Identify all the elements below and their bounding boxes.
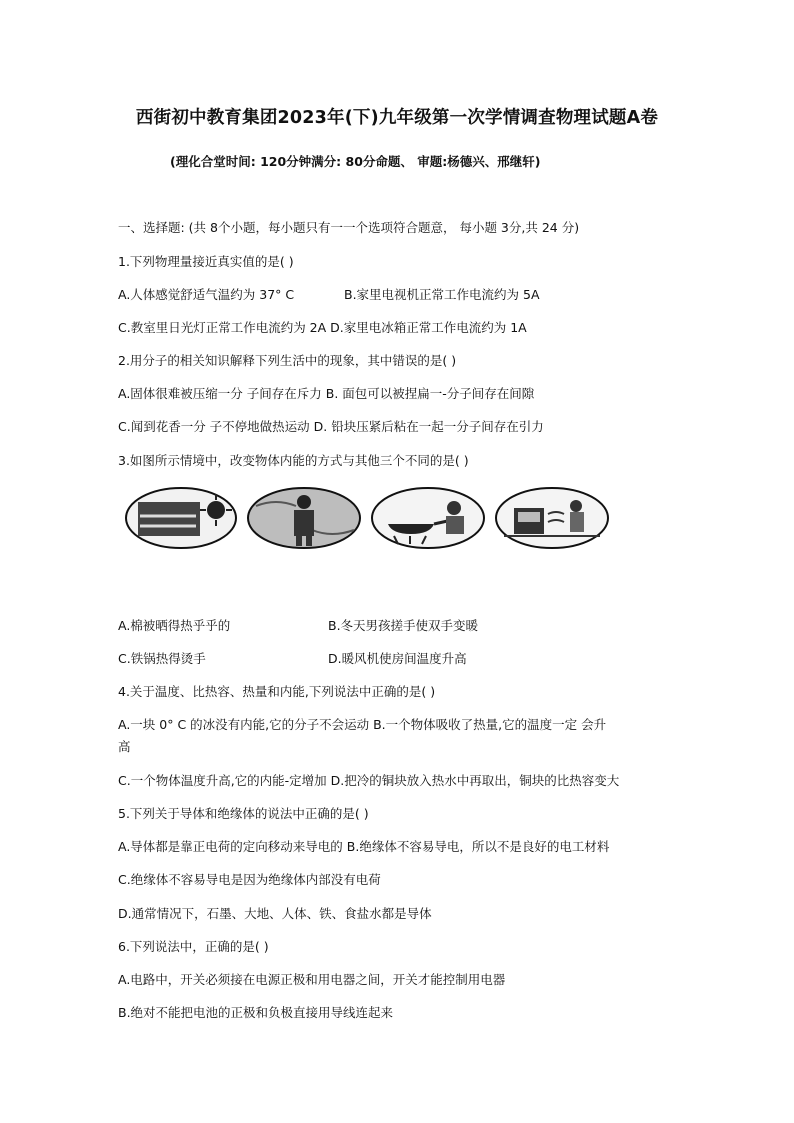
illustration-hot-pan — [370, 486, 487, 550]
illustration-heater-room — [494, 486, 610, 550]
question-1-stem: 1.下列物理量接近真实值的是( ) — [118, 254, 294, 269]
question-5-option-c: C.绝缘体不容易导电是因为绝缘体内部没有电荷 — [118, 872, 381, 887]
question-3-option-a: A.棉被晒得热乎乎的 — [118, 618, 231, 633]
question-3-option-d: D.暖风机使房间温度升高 — [328, 651, 467, 666]
question-6-stem: 6.下列说法中，正确的是( ) — [118, 939, 269, 954]
question-5-option-d: D.通常情况下，石墨、大地、人体、铁、食盐水都是导体 — [118, 906, 432, 921]
question-2-stem: 2.用分子的相关知识解释下列生活中的现象，其中错误的是( ) — [118, 353, 457, 368]
question-3-option-c: C.铁锅热得烫手 — [118, 651, 206, 666]
question-3-option-b: B.冬天男孩搓手使双手变暖 — [328, 618, 479, 633]
question-1-option-a: A.人体感觉舒适气温约为 37° C — [118, 287, 295, 302]
illustration-boy-rubbing-hands — [246, 486, 363, 550]
question-4-stem: 4.关于温度、比热容、热量和内能,下列说法中正确的是( ) — [118, 684, 436, 699]
question-1-option-b: B.家里电视机正常工作电流约为 5A — [344, 287, 540, 302]
question-2-options-cd: C.闻到花香一分 子不停地做热运动 D. 铅块压紧后粘在一起一分子间存在引力 — [118, 419, 544, 434]
question-4-options-ab: A.一块 0° C 的冰没有内能,它的分子不会运动 B.一个物体吸收了热量,它的温度一定 会升 — [118, 717, 607, 732]
question-5-stem: 5.下列关于导体和绝缘体的说法中正确的是( ) — [118, 806, 369, 821]
illustration-quilt-sun — [124, 486, 239, 550]
question-1-options-cd: C.教室里日光灯正常工作电流约为 2A D.家里电冰箱正常工作电流约为 1A — [118, 320, 527, 335]
question-3-stem: 3.如图所示情境中，改变物体内能的方式与其他三个不同的是( ) — [118, 453, 469, 468]
page-title: 西街初中教育集团2023年(下)九年级第一次学情调查物理试题A卷 — [135, 108, 659, 128]
question-4-options-ab-continued: 高 — [118, 739, 131, 754]
exam-info: (理化合堂时间: 120分钟满分: 80分命题、 审题:杨德兴、邢继轩) — [170, 154, 541, 169]
question-2-options-ab: A.固体很难被压缩一分 子间存在斥力 B. 面包可以被捏扁一-分子间存在间隙 — [118, 386, 535, 401]
question-6-option-a: A.电路中，开关必须接在电源正极和用电器之间，开关才能控制用电器 — [118, 972, 506, 987]
question-6-option-b: B.绝对不能把电池的正极和负极直接用导线连起来 — [118, 1005, 394, 1020]
question-3-illustrations — [124, 486, 614, 552]
section-header: 一、选择题: (共 8个小题，每小题只有一一个选项符合题意， 每小题 3分,共 24 分) — [118, 220, 580, 235]
question-5-options-ab: A.导体都是靠正电荷的定向移动来导电的 B.绝缘体不容易导电，所以不是良好的电工材料 — [118, 839, 610, 854]
question-4-options-cd: C.一个物体温度升高,它的内能-定增加 D.把冷的铜块放入热水中再取出，铜块的比热容变大 — [118, 773, 620, 788]
